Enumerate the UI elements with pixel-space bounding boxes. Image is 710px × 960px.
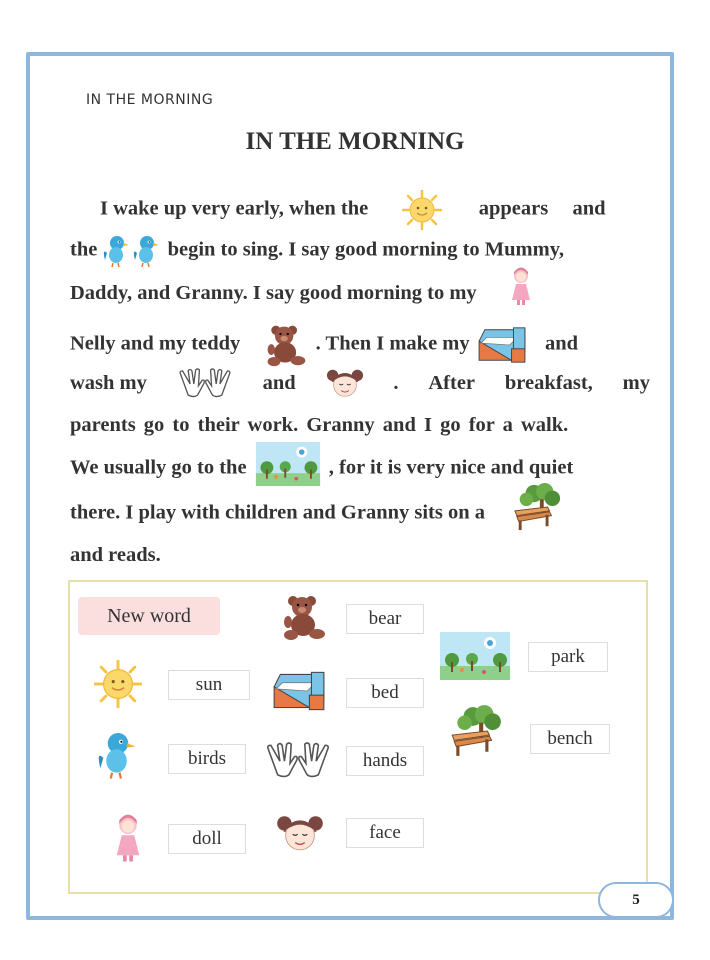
vocab-bed-icon xyxy=(270,668,328,714)
story-line-4: Nelly and my teddy . Then I make my and xyxy=(70,322,650,368)
story-line-3: Daddy, and Granny. I say good morning to my xyxy=(70,278,650,308)
vocab-sun-icon xyxy=(94,660,142,708)
story-line-2: the begin to sing. I say good morning to Mummy, xyxy=(70,234,650,268)
vocab-hands-icon xyxy=(264,740,332,780)
vocab-doll-icon xyxy=(112,814,144,864)
story-line-5: wash my and . After breakfast, my xyxy=(70,366,650,400)
vocab-word-bed: bed xyxy=(346,678,424,708)
vocab-word-bench: bench xyxy=(530,724,610,754)
vocab-word-sun: sun xyxy=(168,670,250,700)
vocab-word-doll: doll xyxy=(168,824,246,854)
story-line-7: We usually go to the , for it is very nice and quiet xyxy=(70,452,650,486)
vocab-word-face: face xyxy=(346,818,424,848)
vocab-face-icon xyxy=(276,812,324,854)
page-title: IN THE MORNING xyxy=(245,128,465,155)
teddy-bear-icon xyxy=(261,322,311,368)
vocab-bear-icon xyxy=(278,592,330,642)
vocab-word-birds: birds xyxy=(168,744,246,774)
vocab-park-icon xyxy=(440,632,510,680)
bed-icon xyxy=(475,324,529,366)
running-header: IN THE MORNING xyxy=(86,92,214,108)
story-line-8: there. I play with children and Granny sits on a xyxy=(70,496,650,532)
hands-icon xyxy=(177,367,233,399)
vocab-word-hands: hands xyxy=(346,746,424,776)
park-icon xyxy=(252,442,324,486)
bench-icon xyxy=(511,482,563,532)
face-icon xyxy=(326,366,364,400)
birds-icon xyxy=(102,234,162,268)
vocab-word-bear: bear xyxy=(346,604,424,634)
page-number: 5 xyxy=(598,882,674,918)
vocab-birds-icon xyxy=(96,730,140,780)
vocab-word-park: park xyxy=(528,642,608,672)
story-line-9: and reads. xyxy=(70,544,161,566)
new-word-label: New word xyxy=(78,597,220,635)
story-line-1: I wake up very early, when the appears and xyxy=(70,190,650,230)
doll-icon xyxy=(509,267,533,307)
vocab-bench-icon xyxy=(448,704,504,758)
sun-icon xyxy=(402,190,442,230)
story-line-6: parents go to their work. Granny and I go for a walk. xyxy=(70,414,569,436)
